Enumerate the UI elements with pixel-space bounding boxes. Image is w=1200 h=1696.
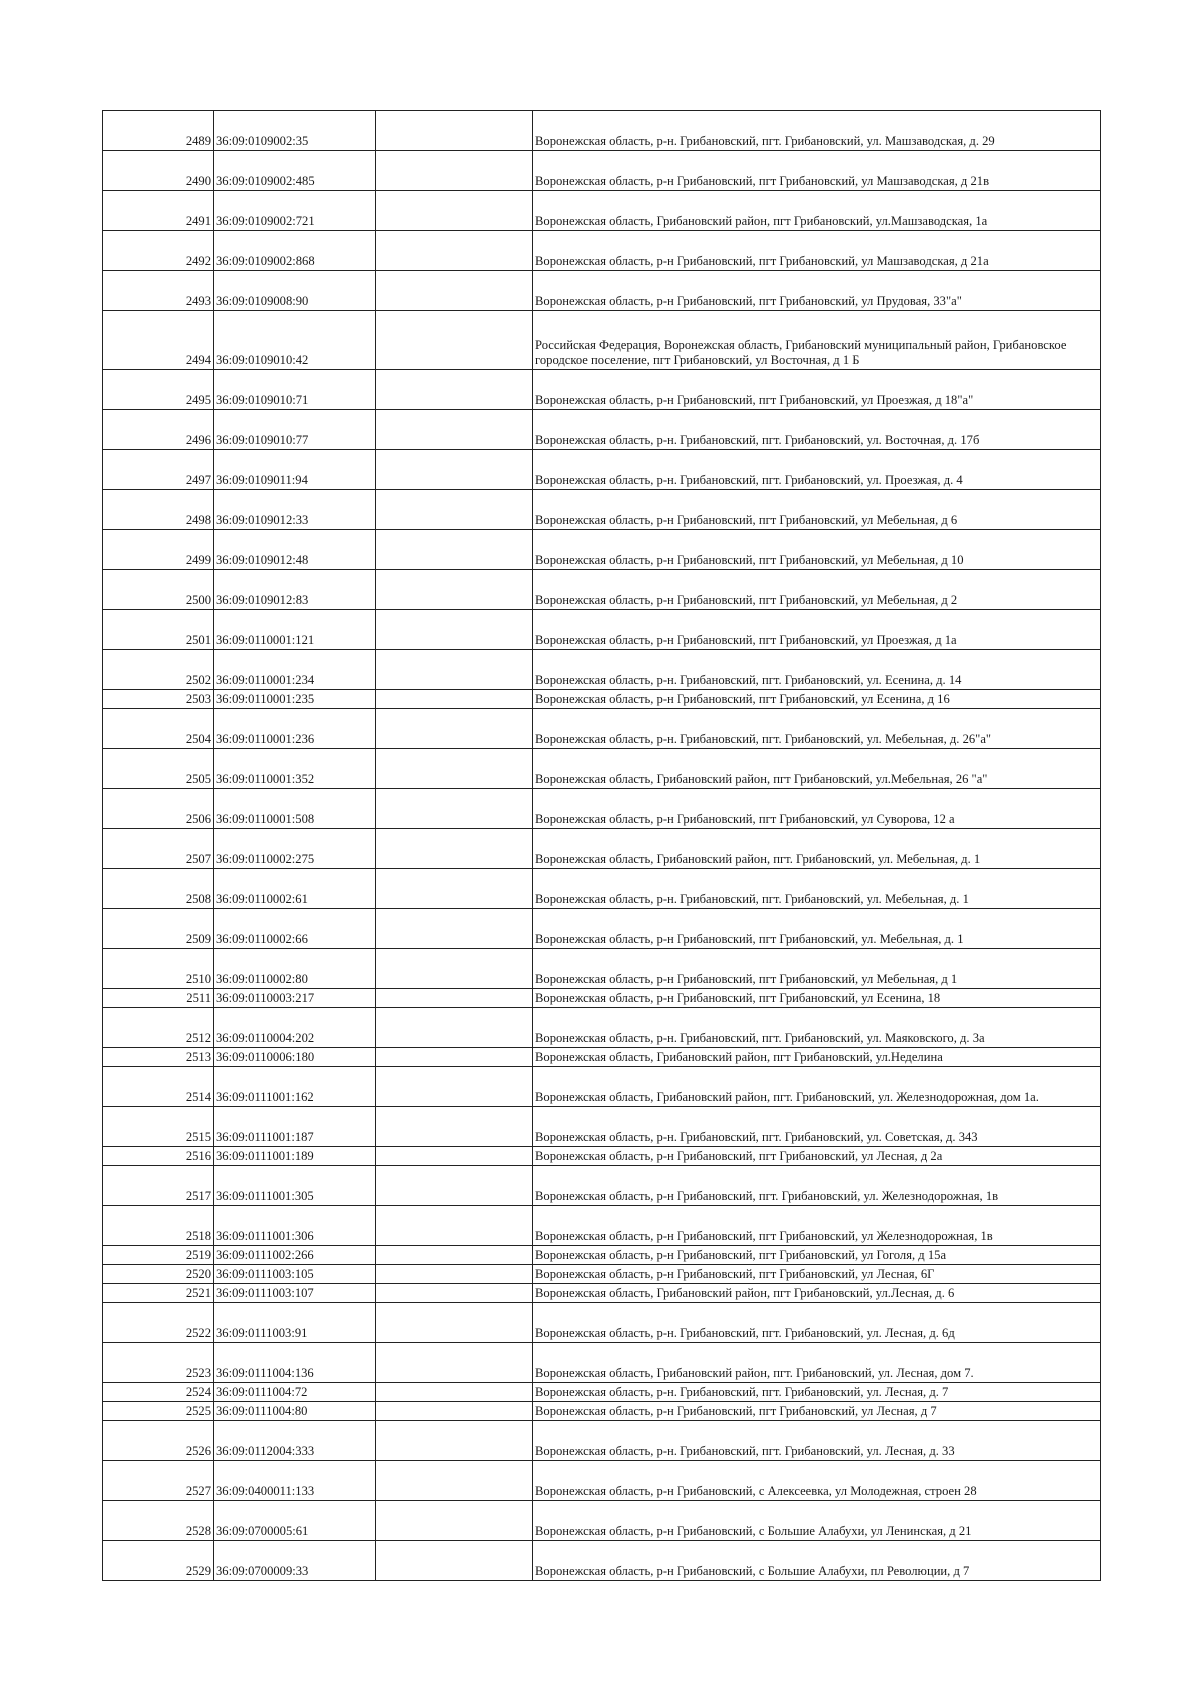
empty-cell (376, 191, 533, 231)
empty-cell (376, 1008, 533, 1048)
cadastral-number-cell: 36:09:0109002:868 (214, 231, 376, 271)
table-row (103, 1343, 1101, 1383)
table-row (103, 1166, 1101, 1206)
empty-cell (376, 610, 533, 650)
address-cell: Воронежская область, Грибановский район, пгт. Грибановский, ул. Лесная, дом 7. (533, 1343, 1101, 1383)
row-number-cell: 2496 (103, 410, 214, 450)
table-row (103, 570, 1101, 610)
cadastral-number-cell: 36:09:0109002:721 (214, 191, 376, 231)
cadastral-number-cell: 36:09:0110001:235 (214, 690, 376, 709)
cadastral-number-cell: 36:09:0110001:352 (214, 749, 376, 789)
address-cell: Воронежская область, р-н. Грибановский, пгт. Грибановский, ул. Советская, д. 343 (533, 1107, 1101, 1147)
row-number-cell: 2489 (103, 111, 214, 151)
cadastral-number-cell: 36:09:0109010:42 (214, 311, 376, 370)
row-number-cell: 2505 (103, 749, 214, 789)
address-cell: Воронежская область, р-н Грибановский, пгт Грибановский, ул Проезжая, д 1а (533, 610, 1101, 650)
address-cell: Воронежская область, р-н Грибановский, пгт Грибановский, ул. Мебельная, д. 1 (533, 909, 1101, 949)
table-row (103, 450, 1101, 490)
empty-cell (376, 1107, 533, 1147)
table-row (103, 1048, 1101, 1067)
empty-cell (376, 570, 533, 610)
empty-cell (376, 311, 533, 370)
row-number-cell: 2507 (103, 829, 214, 869)
table-row (103, 1421, 1101, 1461)
row-number-cell: 2504 (103, 709, 214, 749)
empty-cell (376, 490, 533, 530)
cadastral-number-cell: 36:09:0109011:94 (214, 450, 376, 490)
address-cell: Воронежская область, р-н Грибановский, с Большие Алабухи, пл Революции, д 7 (533, 1541, 1101, 1581)
cadastral-number-cell: 36:09:0112004:333 (214, 1421, 376, 1461)
cadastral-number-cell: 36:09:0109012:83 (214, 570, 376, 610)
row-number-cell: 2510 (103, 949, 214, 989)
empty-cell (376, 909, 533, 949)
empty-cell (376, 690, 533, 709)
address-cell: Воронежская область, р-н. Грибановский, пгт. Грибановский, ул. Мебельная, д. 1 (533, 869, 1101, 909)
cadastral-number-cell: 36:09:0110003:217 (214, 989, 376, 1008)
address-cell: Воронежская область, р-н Грибановский, пгт Грибановский, ул Лесная, д 2а (533, 1147, 1101, 1166)
row-number-cell: 2502 (103, 650, 214, 690)
empty-cell (376, 789, 533, 829)
cadastral-number-cell: 36:09:0111001:306 (214, 1206, 376, 1246)
cadastral-number-cell: 36:09:0111001:305 (214, 1166, 376, 1206)
row-number-cell: 2525 (103, 1402, 214, 1421)
table-row (103, 610, 1101, 650)
address-cell: Воронежская область, р-н Грибановский, пгт Грибановский, ул Машзаводская, д 21а (533, 231, 1101, 271)
table-row (103, 690, 1101, 709)
table-row (103, 1107, 1101, 1147)
address-cell: Российская Федерация, Воронежская область, Грибановский муниципальный район, Грибановское городское поселение, пгт Грибановский, ул Восточная, д 1 Б (533, 311, 1101, 370)
empty-cell (376, 1501, 533, 1541)
address-cell: Воронежская область, Грибановский район, пгт Грибановский, ул.Неделина (533, 1048, 1101, 1067)
empty-cell (376, 1147, 533, 1166)
row-number-cell: 2495 (103, 370, 214, 410)
table-row (103, 949, 1101, 989)
table-row (103, 490, 1101, 530)
table-row (103, 789, 1101, 829)
table-row (103, 1284, 1101, 1303)
cadastral-number-cell: 36:09:0110001:236 (214, 709, 376, 749)
empty-cell (376, 709, 533, 749)
address-cell: Воронежская область, р-н Грибановский, пгт Грибановский, ул Прудовая, 33"а" (533, 271, 1101, 311)
row-number-cell: 2520 (103, 1265, 214, 1284)
row-number-cell: 2511 (103, 989, 214, 1008)
table-body (103, 111, 1101, 1581)
address-cell: Воронежская область, р-н Грибановский, с Алексеевка, ул Молодежная, строен 28 (533, 1461, 1101, 1501)
cadastral-number-cell: 36:09:0110002:80 (214, 949, 376, 989)
address-cell: Воронежская область, р-н Грибановский, пгт Грибановский, ул Лесная, д 7 (533, 1402, 1101, 1421)
cadastral-number-cell: 36:09:0111003:107 (214, 1284, 376, 1303)
empty-cell (376, 1284, 533, 1303)
table-row (103, 650, 1101, 690)
table-row (103, 231, 1101, 271)
cadastral-number-cell: 36:09:0111001:189 (214, 1147, 376, 1166)
table-row (103, 749, 1101, 789)
cadastral-number-cell: 36:09:0110002:61 (214, 869, 376, 909)
table-row (103, 869, 1101, 909)
row-number-cell: 2513 (103, 1048, 214, 1067)
row-number-cell: 2501 (103, 610, 214, 650)
row-number-cell: 2508 (103, 869, 214, 909)
table-row (103, 829, 1101, 869)
row-number-cell: 2499 (103, 530, 214, 570)
row-number-cell: 2518 (103, 1206, 214, 1246)
address-cell: Воронежская область, р-н Грибановский, пгт Грибановский, ул Суворова, 12 а (533, 789, 1101, 829)
address-cell: Воронежская область, р-н Грибановский, пгт Грибановский, ул Мебельная, д 2 (533, 570, 1101, 610)
table-row (103, 1303, 1101, 1343)
address-cell: Воронежская область, р-н. Грибановский, пгт. Грибановский, ул. Машзаводская, д. 29 (533, 111, 1101, 151)
table-row (103, 1461, 1101, 1501)
empty-cell (376, 530, 533, 570)
table-row (103, 1067, 1101, 1107)
address-cell: Воронежская область, Грибановский район, пгт. Грибановский, ул. Железнодорожная, дом 1а. (533, 1067, 1101, 1107)
row-number-cell: 2497 (103, 450, 214, 490)
address-cell: Воронежская область, р-н Грибановский, пгт Грибановский, ул Проезжая, д 18"а" (533, 370, 1101, 410)
row-number-cell: 2527 (103, 1461, 214, 1501)
row-number-cell: 2512 (103, 1008, 214, 1048)
cadastral-number-cell: 36:09:0111003:91 (214, 1303, 376, 1343)
empty-cell (376, 1541, 533, 1581)
row-number-cell: 2528 (103, 1501, 214, 1541)
address-cell: Воронежская область, р-н Грибановский, пгт Грибановский, ул Гоголя, д 15а (533, 1246, 1101, 1265)
table-row (103, 410, 1101, 450)
address-cell: Воронежская область, Грибановский район, пгт. Грибановский, ул. Мебельная, д. 1 (533, 829, 1101, 869)
row-number-cell: 2494 (103, 311, 214, 370)
table-row (103, 1402, 1101, 1421)
empty-cell (376, 450, 533, 490)
empty-cell (376, 271, 533, 311)
empty-cell (376, 829, 533, 869)
empty-cell (376, 410, 533, 450)
cadastral-number-cell: 36:09:0111003:105 (214, 1265, 376, 1284)
address-cell: Воронежская область, р-н Грибановский, пгт Грибановский, ул Мебельная, д 10 (533, 530, 1101, 570)
table-row (103, 1147, 1101, 1166)
row-number-cell: 2519 (103, 1246, 214, 1265)
empty-cell (376, 111, 533, 151)
table-row (103, 111, 1101, 151)
empty-cell (376, 1303, 533, 1343)
empty-cell (376, 1166, 533, 1206)
empty-cell (376, 1206, 533, 1246)
address-cell: Воронежская область, р-н Грибановский, пгт. Грибановский, ул. Железнодорожная, 1в (533, 1166, 1101, 1206)
empty-cell (376, 151, 533, 191)
table-row (103, 370, 1101, 410)
empty-cell (376, 869, 533, 909)
cadastral-number-cell: 36:09:0109002:35 (214, 111, 376, 151)
empty-cell (376, 989, 533, 1008)
table-row (103, 1541, 1101, 1581)
address-cell: Воронежская область, р-н Грибановский, пгт Грибановский, ул Есенина, д 16 (533, 690, 1101, 709)
cadastral-number-cell: 36:09:0111004:80 (214, 1402, 376, 1421)
table-row (103, 1008, 1101, 1048)
cadastral-number-cell: 36:09:0110001:121 (214, 610, 376, 650)
table-row (103, 1383, 1101, 1402)
table-row (103, 271, 1101, 311)
address-cell: Воронежская область, Грибановский район, пгт Грибановский, ул.Мебельная, 26 "а" (533, 749, 1101, 789)
cadastral-number-cell: 36:09:0109012:48 (214, 530, 376, 570)
row-number-cell: 2515 (103, 1107, 214, 1147)
row-number-cell: 2503 (103, 690, 214, 709)
row-number-cell: 2524 (103, 1383, 214, 1402)
row-number-cell: 2517 (103, 1166, 214, 1206)
cadastral-number-cell: 36:09:0109012:33 (214, 490, 376, 530)
empty-cell (376, 1048, 533, 1067)
cadastral-number-cell: 36:09:0110001:234 (214, 650, 376, 690)
row-number-cell: 2491 (103, 191, 214, 231)
table-row (103, 311, 1101, 370)
table-row (103, 151, 1101, 191)
row-number-cell: 2490 (103, 151, 214, 191)
address-cell: Воронежская область, р-н Грибановский, пгт Грибановский, ул Лесная, 6Г (533, 1265, 1101, 1284)
cadastral-number-cell: 36:09:0700005:61 (214, 1501, 376, 1541)
cadastral-number-cell: 36:09:0111001:162 (214, 1067, 376, 1107)
row-number-cell: 2521 (103, 1284, 214, 1303)
address-cell: Воронежская область, р-н. Грибановский, пгт. Грибановский, ул. Лесная, д. 6д (533, 1303, 1101, 1343)
cadastral-number-cell: 36:09:0110004:202 (214, 1008, 376, 1048)
cadastral-number-cell: 36:09:0111002:266 (214, 1246, 376, 1265)
row-number-cell: 2526 (103, 1421, 214, 1461)
address-cell: Воронежская область, Грибановский район, пгт Грибановский, ул.Машзаводская, 1а (533, 191, 1101, 231)
empty-cell (376, 1246, 533, 1265)
row-number-cell: 2498 (103, 490, 214, 530)
address-cell: Воронежская область, р-н Грибановский, пгт Грибановский, ул Машзаводская, д 21в (533, 151, 1101, 191)
cadastral-number-cell: 36:09:0110006:180 (214, 1048, 376, 1067)
row-number-cell: 2522 (103, 1303, 214, 1343)
cadastral-number-cell: 36:09:0400011:133 (214, 1461, 376, 1501)
row-number-cell: 2523 (103, 1343, 214, 1383)
cadastral-number-cell: 36:09:0110002:66 (214, 909, 376, 949)
table-row (103, 709, 1101, 749)
table-row (103, 1501, 1101, 1541)
table-row (103, 1246, 1101, 1265)
land-plot-register-table (102, 110, 1101, 1581)
cadastral-number-cell: 36:09:0109008:90 (214, 271, 376, 311)
table-row (103, 1206, 1101, 1246)
cadastral-number-cell: 36:09:0111004:72 (214, 1383, 376, 1402)
address-cell: Воронежская область, р-н Грибановский, пгт Грибановский, ул Железнодорожная, 1в (533, 1206, 1101, 1246)
empty-cell (376, 1265, 533, 1284)
address-cell: Воронежская область, р-н. Грибановский, пгт. Грибановский, ул. Есенина, д. 14 (533, 650, 1101, 690)
table-row (103, 989, 1101, 1008)
cadastral-number-cell: 36:09:0109010:77 (214, 410, 376, 450)
address-cell: Воронежская область, р-н. Грибановский, пгт. Грибановский, ул. Лесная, д. 7 (533, 1383, 1101, 1402)
empty-cell (376, 1421, 533, 1461)
row-number-cell: 2506 (103, 789, 214, 829)
table-row (103, 530, 1101, 570)
address-cell: Воронежская область, р-н Грибановский, с Большие Алабухи, ул Ленинская, д 21 (533, 1501, 1101, 1541)
address-cell: Воронежская область, р-н. Грибановский, пгт. Грибановский, ул. Проезжая, д. 4 (533, 450, 1101, 490)
cadastral-number-cell: 36:09:0109010:71 (214, 370, 376, 410)
table-row (103, 1265, 1101, 1284)
empty-cell (376, 1461, 533, 1501)
address-cell: Воронежская область, р-н Грибановский, пгт Грибановский, ул Мебельная, д 1 (533, 949, 1101, 989)
empty-cell (376, 1067, 533, 1107)
address-cell: Воронежская область, Грибановский район, пгт Грибановский, ул.Лесная, д. 6 (533, 1284, 1101, 1303)
empty-cell (376, 231, 533, 271)
address-cell: Воронежская область, р-н. Грибановский, пгт. Грибановский, ул. Мебельная, д. 26"а" (533, 709, 1101, 749)
empty-cell (376, 749, 533, 789)
table-row (103, 909, 1101, 949)
address-cell: Воронежская область, р-н. Грибановский, пгт. Грибановский, ул. Лесная, д. 33 (533, 1421, 1101, 1461)
empty-cell (376, 650, 533, 690)
empty-cell (376, 370, 533, 410)
row-number-cell: 2529 (103, 1541, 214, 1581)
table-row (103, 191, 1101, 231)
cadastral-number-cell: 36:09:0111001:187 (214, 1107, 376, 1147)
empty-cell (376, 1402, 533, 1421)
cadastral-number-cell: 36:09:0110002:275 (214, 829, 376, 869)
row-number-cell: 2493 (103, 271, 214, 311)
row-number-cell: 2492 (103, 231, 214, 271)
cadastral-number-cell: 36:09:0111004:136 (214, 1343, 376, 1383)
address-cell: Воронежская область, р-н. Грибановский, пгт. Грибановский, ул. Маяковского, д. 3а (533, 1008, 1101, 1048)
empty-cell (376, 949, 533, 989)
row-number-cell: 2500 (103, 570, 214, 610)
cadastral-number-cell: 36:09:0109002:485 (214, 151, 376, 191)
address-cell: Воронежская область, р-н Грибановский, пгт Грибановский, ул Мебельная, д 6 (533, 490, 1101, 530)
empty-cell (376, 1383, 533, 1402)
row-number-cell: 2516 (103, 1147, 214, 1166)
cadastral-number-cell: 36:09:0700009:33 (214, 1541, 376, 1581)
row-number-cell: 2509 (103, 909, 214, 949)
empty-cell (376, 1343, 533, 1383)
row-number-cell: 2514 (103, 1067, 214, 1107)
address-cell: Воронежская область, р-н Грибановский, пгт Грибановский, ул Есенина, 18 (533, 989, 1101, 1008)
address-cell: Воронежская область, р-н. Грибановский, пгт. Грибановский, ул. Восточная, д. 17б (533, 410, 1101, 450)
cadastral-number-cell: 36:09:0110001:508 (214, 789, 376, 829)
